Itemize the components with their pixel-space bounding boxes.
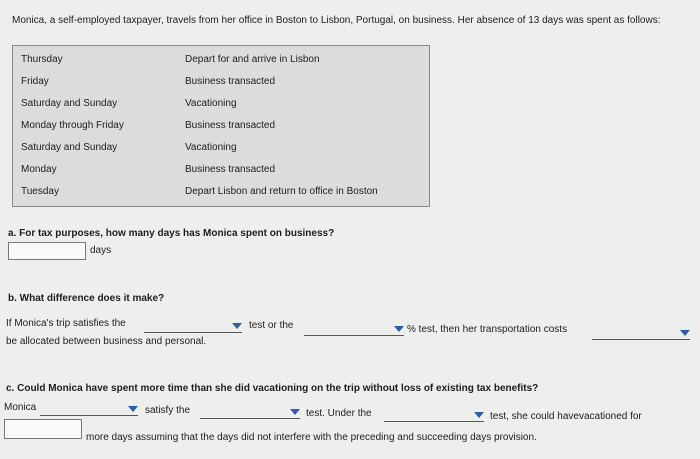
table-row xyxy=(13,116,429,136)
table-row xyxy=(13,94,429,114)
schedule-activity: Business transacted xyxy=(185,120,276,131)
schedule-day: Thursday xyxy=(21,54,63,65)
qc-dropdown-1[interactable] xyxy=(40,404,138,416)
chevron-down-icon xyxy=(394,326,404,332)
question-c: c. Could Monica have spent more time than she did vacationing on the trip without loss of existing tax benefits? xyxy=(6,383,539,394)
qc-text-4: test, she could havevacationed for xyxy=(490,411,642,422)
table-row xyxy=(13,182,429,202)
schedule-activity: Depart Lisbon and return to office in Boston xyxy=(185,186,378,197)
schedule-table xyxy=(12,45,430,207)
chevron-down-icon xyxy=(680,330,690,336)
vacation-days-input[interactable] xyxy=(4,419,82,439)
table-row xyxy=(13,160,429,180)
table-row xyxy=(13,72,429,92)
qb-text-4: be allocated between business and personal. xyxy=(6,336,207,347)
schedule-day: Tuesday xyxy=(21,186,59,197)
qb-text-3: % test, then her transportation costs xyxy=(407,324,568,335)
question-a: a. For tax purposes, how many days has Monica spent on business? xyxy=(8,228,335,239)
qc-dropdown-3[interactable] xyxy=(384,410,484,422)
chevron-down-icon xyxy=(232,323,242,329)
schedule-activity: Business transacted xyxy=(185,76,276,87)
schedule-day: Saturday and Sunday xyxy=(21,142,118,153)
qc-text-2: satisfy the xyxy=(145,405,191,416)
days-unit-label: days xyxy=(90,245,112,256)
table-row xyxy=(13,50,429,70)
question-b: b. What difference does it make? xyxy=(8,293,165,304)
schedule-day: Saturday and Sunday xyxy=(21,98,118,109)
schedule-day: Friday xyxy=(21,76,49,87)
qb-text-1: If Monica's trip satisfies the xyxy=(6,318,126,329)
qc-text-5: more days assuming that the days did not interfere with the preceding and succeeding days provision. xyxy=(86,432,537,443)
qc-text-3: test. Under the xyxy=(306,408,372,419)
business-days-input[interactable] xyxy=(8,242,86,260)
qb-text-2: test or the xyxy=(249,320,294,331)
problem-intro: Monica, a self-employed taxpayer, travels from her office in Boston to Lisbon, Portugal, on business. Her absence of 13 days was spent as follows: xyxy=(12,15,661,26)
schedule-activity: Vacationing xyxy=(185,142,237,153)
schedule-day: Monday through Friday xyxy=(21,120,124,131)
chevron-down-icon xyxy=(474,412,484,418)
schedule-activity: Vacationing xyxy=(185,98,237,109)
qc-text-1: Monica xyxy=(4,402,37,413)
qb-dropdown-2[interactable] xyxy=(304,324,404,336)
chevron-down-icon xyxy=(128,406,138,412)
qc-dropdown-2[interactable] xyxy=(200,407,300,419)
chevron-down-icon xyxy=(290,409,300,415)
schedule-activity: Business transacted xyxy=(185,164,276,175)
table-row xyxy=(13,138,429,158)
qb-dropdown-3[interactable] xyxy=(592,328,690,340)
schedule-day: Monday xyxy=(21,164,57,175)
qb-dropdown-1[interactable] xyxy=(144,321,242,333)
schedule-activity: Depart for and arrive in Lisbon xyxy=(185,54,320,65)
